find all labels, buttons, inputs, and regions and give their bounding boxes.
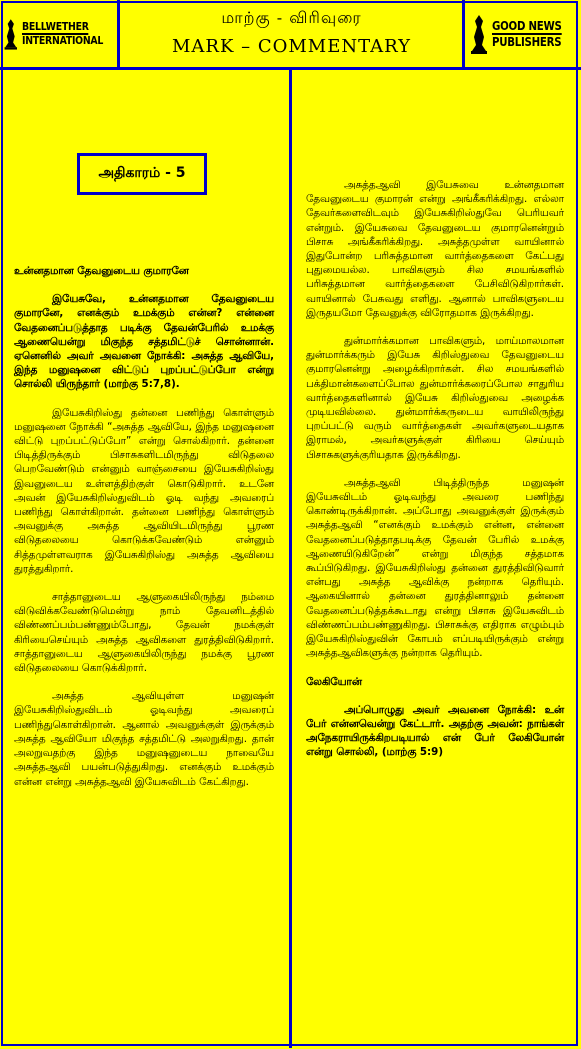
paragraph: இயேசுகிறிஸ்து தன்னை பணிந்து கொள்ளும் மனுஷனை நோக்கி “அசுத்த ஆவியே, இந்த மனுஷனை விட்டு புறப்பட்டுப்போ” என்று சொல்கிறார். தன்னை பிடித்திருக்கும் பிசாசுகளிடமிருந்து விடுதலை பெறவேண்டும் என்னும் வாஞ்சையை இயேசுகிறிஸ்து இவனுடைய உள்ளத்திற்குள் கொடுகிறார். உடனே அவன் இயேசுகிறிஸ்துவிடம் ஓடி வந்து அவரைப் பணிந்து கொள்கிறான். தன்னை பணிந்து கொள்ளும் அவனுக்கு அசுத்த ஆவியிடமிருந்து பூரண விடுதலையை கொடுக்கவேண்டும் என்னும் சித்தமுள்ளவராக இயேசுகிறிஸ்து அசுத்த ஆவியை துரத்துகிறார். [14, 406, 274, 575]
paragraph: அசுத்தஆவி பிடித்திருந்த மனுஷன் இயேசுவிடம் ஓடிவந்து அவரை பணிந்து கொண்டிருக்கிறான். அப்போது அவனுக்குள் இருக்கும் அசுத்தஆவி “எனக்கும் உமக்கும் என்ன, என்னை வேதனைப்படுத்தாதபடிக்கு தேவன் பேரில் உமக்கு ஆணையிடுகிறேன்” என்று மிகுந்த சத்தமாக கூப்பிடுகிறது. இயேசுகிறிஸ்து தன்னை துரத்திவிடுவார் என்பது அசுத்த ஆவிக்கு நன்றாக தெரியும். ஆகையினால் தன்னை துரத்தினாலும் தன்னை வேதனைப்படுத்தக்கூடாது என்று பிசாசு இயேசுவிடம் விண்ணப்பம்பண்ணுகிறது. பிசாசுக்கு எதிராக எழும்பும் இயேசுகிறிஸ்துவின் கோபம் எப்படியிருக்கும் என்று அசுத்தஆவிகளுக்கு நன்றாக தெரியும். [306, 476, 564, 660]
right-column [306, 178, 564, 760]
column-divider [289, 68, 292, 1048]
logo-line-1: GOOD NEWS [492, 18, 562, 33]
chapter-heading: அதிகாரம் - 5 [98, 165, 186, 181]
title-english: MARK – COMMENTARY [171, 36, 412, 57]
paragraph: அசுத்தஆவி இயேசுவை உன்னதமான தேவனுடைய குமாரன் என்று அங்கீகரிக்கிறது. எல்லா தேவர்களைவிடவும் இயேசுகிறிஸ்துவே பெரியவர் என்றும். இயேசுவை தேவனுடைய குமாரனென்றும் பிசாசு அங்கீகரிக்கிறது. அசுத்தமுள்ள வாயினால் இதுபோன்ற பரிசுத்தமான வார்த்தைகளை கேட்பது புதுமையல்ல. பாவிகளும் சில சமயங்களில் பரிசுத்தமான வார்த்தைகளை பேசிவிடுகிறார்கள். வாயினால் பேசுவது எளிது. ஆனால் பாவிகளுடைய இருதயமோ தேவனுக்கு விரோதமாக இருக்கிறது. [306, 179, 564, 319]
logo-line-2: INTERNATIONAL [21, 33, 103, 47]
bellwether-logo [3, 0, 117, 67]
section-heading: லேகியோன் [306, 675, 362, 688]
page-header-title [120, 0, 463, 67]
scripture-quote: அப்பொழுது அவர் அவனை நோக்கி: உன் பேர் என்னவென்று கேட்டார். அதற்கு அவன்: நாங்கள் அநேகராயிருக்கிறபடியால் என் பேர் லேகியோன் என்று சொல்லி, (மாற்கு 5:9) [306, 703, 564, 759]
lamp-icon [469, 13, 489, 55]
title-tamil: மாற்கு - விரிவுரை [221, 8, 362, 27]
good-news-logo [465, 0, 578, 67]
logo-line-2: PUBLISHERS [492, 34, 562, 49]
lamp-icon [3, 13, 19, 55]
section-heading: உன்னதமான தேவனுடைய குமாரனே [14, 265, 189, 277]
paragraph: துன்மார்க்கமான பாவிகளும், மாய்மாலமான துன்மார்க்கரும் இயேசு கிறிஸ்துவை தேவனுடைய குமாரனென்று அழைக்கிறார்கள். சில சமயங்களில் பக்திமான்களைப்போல துன்மார்க்கரைப்போல சாதுரிய வார்த்தைகளினால் இயேசு கிறிஸ்துவை அழைக்க முடியவில்லை. துன்மார்க்கருடைய வாயிலிருந்து புறப்பட்டு வரும் வார்த்தைகள் அவர்களுடையதாக இராமல், அவர்களுக்குள் கிரியை செய்யும் பிசாசுகளுக்குரியதாக இருக்கிறது. [306, 335, 564, 461]
paragraph: அசுத்த ஆவியுள்ள மனுஷன் இயேசுகிறிஸ்துவிடம் ஓடிவந்து அவரைப் பணிந்துகொள்கிறான். ஆனால் அவனுக்குள் இருக்கும் அசுத்த ஆவியோ மிகுந்த சத்தமிட்டு அலறுகிறது. தான் அலறுவதற்கு இந்த மனுஷனுடைய நாவையே அசுத்தஆவி பயன்படுத்துகிறது. எனக்கும் உமக்கும் என்ன என்று அசுத்தஆவி இயேசுவிடம் கேட்கிறது. [14, 690, 274, 788]
left-column [14, 264, 274, 789]
chapter-heading-box [77, 153, 207, 195]
paragraph: சாத்தானுடைய ஆளுகையிலிருந்து நம்மை விடுவிக்கவேண்டுமென்று நாம் தேவனிடத்தில் விண்ணப்பம்பண்ணும்போது, தேவன் நமக்குள் கிரியைசெய்யும் அசுத்த ஆவிகளை துரத்திவிடுகிறார். சாத்தானுடைய ஆளுகையிலிருந்து நமக்கு பூரண விடுதலையை கொடுக்கிறார். [14, 591, 274, 675]
logo-line-1: BELLWETHER [21, 19, 89, 33]
scripture-quote: இயேசுவே, உன்னதமான தேவனுடைய குமாரனே, எனக்கும் உமக்கும் என்ன? என்னை வேதனைப்படுத்தாத படிக்கு தேவன்பேரில் உமக்கு ஆணையென்று மிகுந்த சத்தமிட்டுச் சொன்னான். ஏனெனில் அவர் அவனை நோக்கி: அசுத்த ஆவியே, இந்த மனுஷனை விட்டுப் புறப்பட்டுப்போ என்று சொல்லி யிருந்தார் (மாற்கு 5:7,8). [14, 293, 274, 391]
